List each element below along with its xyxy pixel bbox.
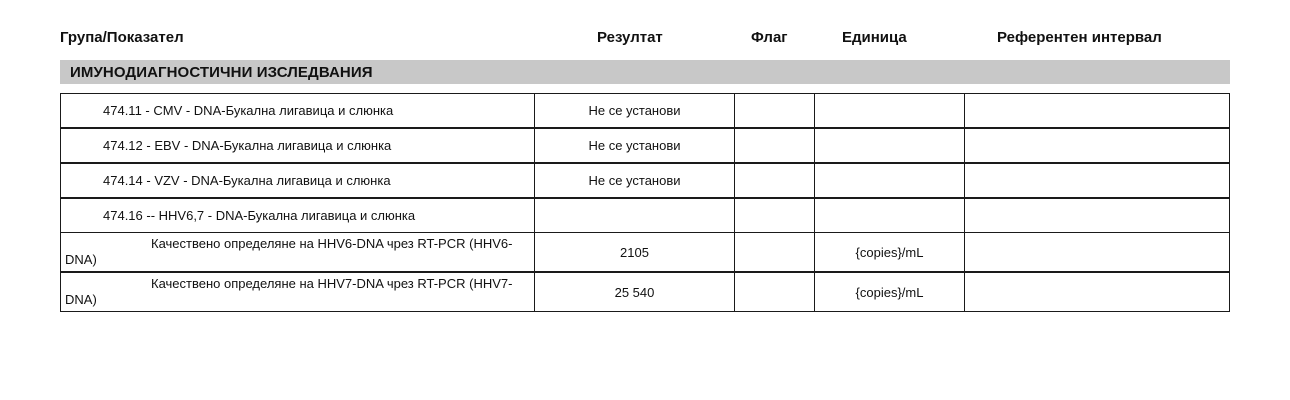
flag-cell	[735, 94, 815, 129]
test-name: 474.14 - VZV - DNA-Букална лигавица и слюнка	[103, 173, 391, 188]
flag-cell	[735, 128, 815, 163]
header-group: Група/Показател	[60, 29, 184, 46]
test-name-cell	[61, 272, 535, 312]
result-cell	[535, 198, 735, 233]
test-name: Качествено определяне на HHV7-DNA чрез RT-PCR (HHV7-DNA)	[65, 276, 513, 307]
unit-cell	[815, 163, 965, 198]
flag-cell	[735, 163, 815, 198]
test-name-cell	[61, 128, 535, 163]
reference-cell	[965, 272, 1230, 312]
table-row	[61, 128, 1230, 163]
result-cell: 25 540	[535, 272, 735, 312]
unit-cell	[815, 198, 965, 233]
unit-cell: {copies}/mL	[815, 233, 965, 273]
flag-cell	[735, 233, 815, 273]
test-name-cell	[61, 163, 535, 198]
result-cell: Не се установи	[535, 163, 735, 198]
test-name: 474.11 - CMV - DNA-Букална лигавица и слюнка	[103, 103, 394, 118]
test-name: Качествено определяне на HHV6-DNA чрез RT-PCR (HHV6-DNA)	[65, 236, 513, 267]
result-cell: Не се установи	[535, 128, 735, 163]
unit-cell	[815, 94, 965, 129]
table-header	[0, 27, 1290, 49]
test-name-cell	[61, 233, 535, 273]
reference-cell	[965, 128, 1230, 163]
table-row	[61, 233, 1230, 273]
reference-cell	[965, 233, 1230, 273]
test-name-cell	[61, 94, 535, 129]
flag-cell	[735, 198, 815, 233]
unit-cell	[815, 128, 965, 163]
test-name: 474.12 - EBV - DNA-Букална лигавица и слюнка	[103, 138, 392, 153]
unit-cell: {copies}/mL	[815, 272, 965, 312]
results-table	[60, 93, 1230, 312]
header-unit: Единица	[842, 29, 907, 46]
reference-cell	[965, 94, 1230, 129]
header-result: Резултат	[597, 29, 663, 46]
table-row	[61, 272, 1230, 312]
flag-cell	[735, 272, 815, 312]
table-row	[61, 198, 1230, 233]
reference-cell	[965, 198, 1230, 233]
section-header	[60, 60, 1230, 84]
section-title: ИМУНОДИАГНОСТИЧНИ ИЗСЛЕДВАНИЯ	[70, 64, 373, 81]
header-reference: Референтен интервал	[997, 29, 1162, 46]
result-cell: Не се установи	[535, 94, 735, 129]
reference-cell	[965, 163, 1230, 198]
test-name-cell	[61, 198, 535, 233]
table-row	[61, 163, 1230, 198]
test-name: 474.16 -- HHV6,7 - DNA-Букална лигавица и слюнка	[103, 208, 416, 223]
header-flag: Флаг	[751, 29, 788, 46]
table-row	[61, 94, 1230, 129]
result-cell: 2105	[535, 233, 735, 273]
